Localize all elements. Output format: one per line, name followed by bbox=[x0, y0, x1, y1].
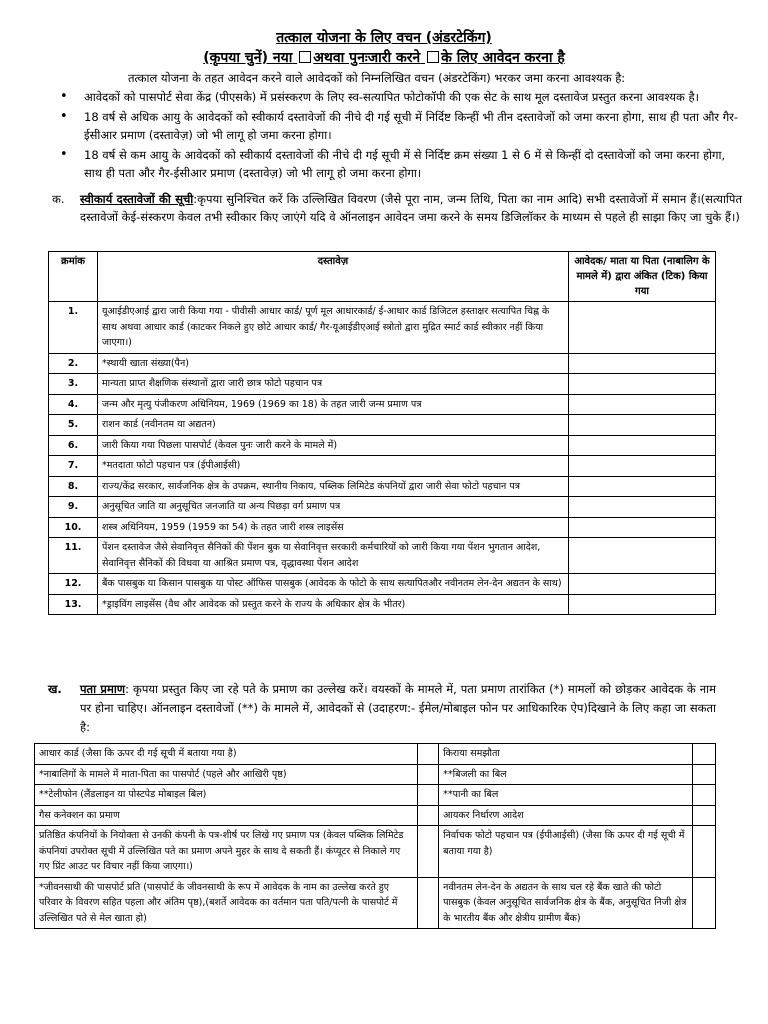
document-name: राशन कार्ड (नवीनतम या अद्यतन) bbox=[98, 415, 569, 436]
tick-cell[interactable] bbox=[569, 497, 716, 518]
tick-cell[interactable] bbox=[692, 764, 715, 785]
address-proof-left: *नाबालिगों के मामले में माता-पिता का पासपोर्ट (पहले और आखिरी पृष्ठ) bbox=[35, 764, 418, 785]
serial-number: 8. bbox=[49, 476, 98, 497]
table-row bbox=[35, 826, 716, 878]
intro-text: तत्काल योजना के तहत आवेदन करने वाले आवेदकों को निम्नलिखित वचन (अंडरटेकिंग) भरकर जमा करना आवश्यक है: bbox=[128, 71, 626, 85]
section-a-label: क. bbox=[52, 192, 65, 206]
section-b bbox=[48, 680, 716, 737]
page-subtitle bbox=[0, 48, 768, 67]
tick-header: आवेदक/ माता या पिता (नाबालिग के मामले में) द्वारा अंकित (टिक) किया गया bbox=[569, 252, 716, 302]
table-row bbox=[49, 538, 716, 574]
table-row bbox=[35, 764, 716, 785]
document-name: अनुसूचित जाति या अनुसूचित जनजाति या अन्य पिछड़ा वर्ग प्रमाण पत्र bbox=[98, 497, 569, 518]
table-header-row bbox=[49, 252, 716, 302]
tick-cell[interactable] bbox=[692, 805, 715, 826]
serial-number: 6. bbox=[49, 435, 98, 456]
tick-cell[interactable] bbox=[569, 374, 716, 395]
address-proof-right: **बिजली का बिल bbox=[439, 764, 693, 785]
tick-cell[interactable] bbox=[569, 594, 716, 615]
tick-cell[interactable] bbox=[692, 744, 715, 765]
new-checkbox[interactable] bbox=[299, 51, 311, 63]
address-proof-left: **टेलीफोन (लैंडलाइन या पोस्टपेड मोबाइल बिल) bbox=[35, 785, 418, 806]
table-row bbox=[49, 476, 716, 497]
table-row bbox=[49, 394, 716, 415]
tick-cell[interactable] bbox=[569, 302, 716, 354]
tick-cell[interactable] bbox=[692, 785, 715, 806]
subtitle-suffix: के लिए आवेदन करना है bbox=[441, 50, 565, 66]
serial-number: 1. bbox=[49, 302, 98, 354]
serial-number: 13. bbox=[49, 594, 98, 615]
document-name: पेंशन दस्तावेज जैसे सेवानिवृत्त सैनिकों की पेंशन बुक या सेवानिवृत्त सरकारी कर्मचारियों को जारी किया गया पेंशन भुगतान आदेश, सेवानिवृत्त सैनिकों की विधवा या आश्रित प्रमाण पत्र, वृद्धावस्था पेंशन आदेश bbox=[98, 538, 569, 574]
table-row bbox=[49, 456, 716, 477]
list-item: • आवेदकों को पासपोर्ट सेवा केंद्र (पीएसके) में प्रसंस्करण के लिए स्व-सत्यापित फोटोकॉपी की एक सेट के साथ मूल दस्तावेज प्रस्तुत करना आवश्यक है। bbox=[60, 88, 740, 106]
address-proof-left: *जीवनसाथी की पासपोर्ट प्रति (पासपोर्ट के जीवनसाथी के रूप में आवेदक के नाम का उल्लेख करते हुए परिवार के विवरण सहित पहला और अंतिम पृष्ठ),(बशर्ते आवेदक का वर्तमान पता पति/पत्नी के पासपोर्ट में उल्लिखित पते से मेल खाता हो) bbox=[35, 877, 418, 929]
table-row bbox=[35, 744, 716, 765]
serial-number: 4. bbox=[49, 394, 98, 415]
section-a-text: :कृपया सुनिश्चित करें कि उल्लिखित विवरण (जैसे पूरा नाम, जन्म तिथि, पिता का नाम आदि) सभी दस्तावेजों में समान हैं।(सत्यापित दस्तावेजों केई-संस्करण केवल तभी स्वीकार किए जाएंगे यदि वे ऑनलाइन आवेदन जमा करने के समय डिजिलॉकर के माध्यम से पहले ही साझा किए जा चुके हैं।) bbox=[80, 192, 742, 224]
tick-cell[interactable] bbox=[569, 394, 716, 415]
table-row bbox=[49, 594, 716, 615]
instruction-list bbox=[60, 88, 740, 184]
document-name: *ड्राइविंग लाइसेंस (वैध और आवेदक को प्रस्तुत करने के राज्य के अधिकार क्षेत्र के भीतर) bbox=[98, 594, 569, 615]
tick-cell[interactable] bbox=[692, 877, 715, 929]
section-b-label: ख. bbox=[48, 682, 62, 696]
document-name: मान्यता प्राप्त शैक्षणिक संस्थानों द्वारा जारी छात्र फोटो पहचान पत्र bbox=[98, 374, 569, 395]
section-b-heading: पता प्रमाण bbox=[80, 682, 126, 696]
subtitle-prefix: (कृपया चुनें) नया bbox=[203, 50, 293, 66]
subtitle-middle: अथवा पुनःजारी करने bbox=[313, 50, 421, 66]
document-name: बैंक पासबुक या किसान पासबुक या पोस्ट ऑफिस पासबुक (आवेदक के फोटो के साथ सत्यापितऔर नवीनतम लेन-देन अद्यतन के साथ) bbox=[98, 574, 569, 595]
table-row bbox=[49, 353, 716, 374]
table-row bbox=[49, 435, 716, 456]
tick-cell[interactable] bbox=[569, 435, 716, 456]
table-row bbox=[49, 497, 716, 518]
tick-cell[interactable] bbox=[692, 826, 715, 878]
document-name: जन्म और मृत्यु पंजीकरण अधिनियम, 1969 (1969 का 18) के तहत जारी जन्म प्रमाण पत्र bbox=[98, 394, 569, 415]
reissue-checkbox[interactable] bbox=[427, 51, 439, 63]
document-name: राज्य/केंद्र सरकार, सार्वजनिक क्षेत्र के उपक्रम, स्थानीय निकाय, पब्लिक लिमिटेड कंपनियों द्वारा जारी सेवा फोटो पहचान पत्र bbox=[98, 476, 569, 497]
tick-cell[interactable] bbox=[569, 476, 716, 497]
address-proof-right: आयकर निर्धारण आदेश bbox=[439, 805, 693, 826]
serial-number: 7. bbox=[49, 456, 98, 477]
tick-cell[interactable] bbox=[417, 805, 438, 826]
section-b-text: : कृपया प्रस्तुत किए जा रहे पते के प्रमाण का उल्लेख करें। वयस्कों के मामले में, पता प्रमाण तारांकित (*) मामलों को छोड़कर आवेदक के नाम पर होना चाहिए। ऑनलाइन दस्तावेजों (**) के मामले में, आवेदकों से (उदाहरण:- ईमेल/मोबाइल फोन पर आधिकारिक ऐप)दिखाने के लिए कहा जा सकता है: bbox=[80, 682, 716, 734]
serial-number: 5. bbox=[49, 415, 98, 436]
serial-number: 2. bbox=[49, 353, 98, 374]
tick-cell[interactable] bbox=[569, 574, 716, 595]
table-row bbox=[49, 302, 716, 354]
tick-cell[interactable] bbox=[569, 517, 716, 538]
serial-number: 11. bbox=[49, 538, 98, 574]
table-row bbox=[35, 805, 716, 826]
list-item: • 18 वर्ष से अधिक आयु के आवेदकों को स्वीकार्य दस्तावेजों की नीचे दी गई सूची में निर्दिष्ट किन्हीं भी तीन दस्तावेजों को जमा करना होगा, साथ ही पता और गैर-ईसीआर प्रमाण (दस्तावेज़) जो भी लागू हो जमा करना होगा। bbox=[60, 108, 740, 144]
document-header: दस्तावेज़ bbox=[98, 252, 569, 302]
serial-number: 3. bbox=[49, 374, 98, 395]
table-row bbox=[49, 574, 716, 595]
document-name: शस्त्र अधिनियम, 1959 (1959 का 54) के तहत जारी शस्त्र लाइसेंस bbox=[98, 517, 569, 538]
address-proof-left: प्रतिष्ठित कंपनियों के नियोक्ता से उनकी कंपनी के पत्र-शीर्ष पर लिखे गए प्रमाण पत्र (केवल पब्लिक लिमिटेड कंपनियां उपरोक्त सूची में उल्लिखित पते का प्रमाण अपने मुहर के साथ दे सकती हैं। कंप्यूटर से निकाले गए गए प्रिंट आउट पर विचार नहीं किया जाएगा।) bbox=[35, 826, 418, 878]
address-proof-left: गैस कनेक्शन का प्रमाण bbox=[35, 805, 418, 826]
address-proof-right: **पानी का बिल bbox=[439, 785, 693, 806]
document-name: *मतदाता फोटो पहचान पत्र (ईपीआईसी) bbox=[98, 456, 569, 477]
table-row bbox=[35, 785, 716, 806]
document-name: *स्थायी खाता संख्या(पैन) bbox=[98, 353, 569, 374]
section-a-heading: स्वीकार्य दस्तावेजों की सूची bbox=[80, 192, 194, 206]
document-name: जारी किया गया पिछला पासपोर्ट (केवल पुनः जारी करने के मामले में) bbox=[98, 435, 569, 456]
table-row bbox=[35, 877, 716, 929]
tick-cell[interactable] bbox=[569, 415, 716, 436]
tick-cell[interactable] bbox=[417, 785, 438, 806]
address-proof-right: किराया समझौता bbox=[439, 744, 693, 765]
tick-cell[interactable] bbox=[417, 826, 438, 878]
section-a bbox=[52, 190, 742, 226]
tick-cell[interactable] bbox=[569, 538, 716, 574]
table-row bbox=[49, 517, 716, 538]
page-title: तत्काल योजना के लिए वचन (अंडरटेकिंग) bbox=[276, 30, 492, 46]
documents-table bbox=[48, 251, 716, 615]
serial-number: 9. bbox=[49, 497, 98, 518]
tick-cell[interactable] bbox=[417, 877, 438, 929]
address-proof-table bbox=[34, 743, 716, 929]
document-name: यूआईडीएआई द्वारा जारी किया गया - पीवीसी आधार कार्ड/ पूर्ण मूल आधारकार्ड/ ई-आधार कार्ड डिजिटल हस्ताक्षर सत्यापित चिह्न के साथ अथवा आधार कार्ड (काटकर निकले हुए छोटे आधार कार्ड/ गैर-यूआईडीएआई स्त्रोतो द्वारा मुद्रित स्मार्ट कार्ड स्वीकार नहीं किया जाएगा।) bbox=[98, 302, 569, 354]
address-proof-left: आधार कार्ड (जैसा कि ऊपर दी गई सूची में बताया गया है) bbox=[35, 744, 418, 765]
tick-cell[interactable] bbox=[569, 456, 716, 477]
serial-number: 12. bbox=[49, 574, 98, 595]
tick-cell[interactable] bbox=[417, 764, 438, 785]
tick-cell[interactable] bbox=[417, 744, 438, 765]
table-row bbox=[49, 374, 716, 395]
serial-number: 10. bbox=[49, 517, 98, 538]
list-item: • 18 वर्ष से कम आयु के आवेदकों को स्वीकार्य दस्तावेजों की नीचे दी गई सूची में से निर्दिष्ट क्रम संख्या 1 से 6 में से किन्हीं दो दस्तावेजों को जमा करना होगा, साथ ही पता और गैर-ईसीआर प्रमाण (दस्तावेज़) जो भी लागू हो जमा करना होगा। bbox=[60, 146, 740, 182]
tick-cell[interactable] bbox=[569, 353, 716, 374]
address-proof-right: निर्वाचक फोटो पहचान पत्र (ईपीआईसी) (जैसा कि ऊपर दी गई सूची में बताया गया है) bbox=[439, 826, 693, 878]
address-proof-right: नवीनतम लेन-देन के अद्यतन के साथ चल रहे बैंक खाते की फोटो पासबुक (केवल अनुसूचित सार्वजनिक क्षेत्र के बैंक, अनुसूचित निजी क्षेत्र के भारतीय बैंक और क्षेत्रीय ग्रामीण बैंक) bbox=[439, 877, 693, 929]
table-row bbox=[49, 415, 716, 436]
serial-header: क्रमांक bbox=[49, 252, 98, 302]
